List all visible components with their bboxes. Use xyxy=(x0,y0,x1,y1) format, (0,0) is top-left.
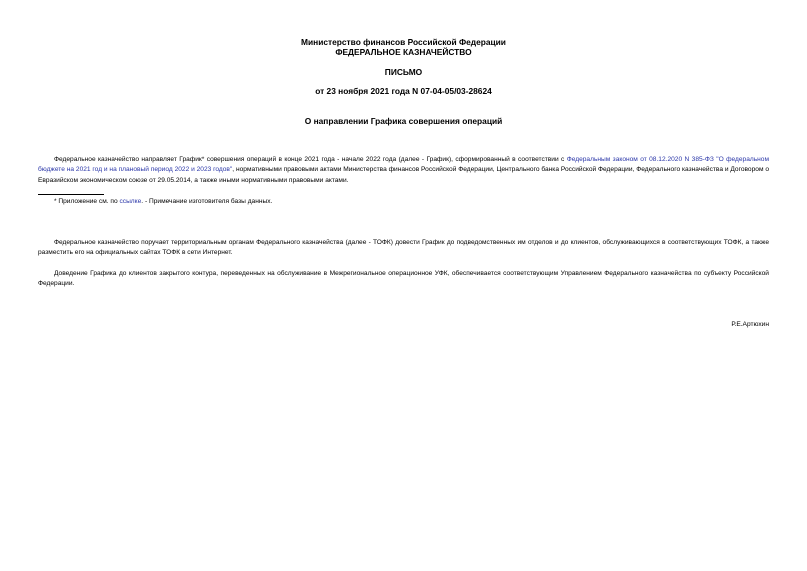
agency-heading: ФЕДЕРАЛЬНОЕ КАЗНАЧЕЙСТВО xyxy=(335,47,472,57)
document-type-heading: ПИСЬМО xyxy=(384,67,423,77)
attachment-link[interactable]: ссылке xyxy=(119,198,142,205)
paragraph-3: Доведение Графика до клиентов закрытого контура, переведенных на обслуживание в Межрегиональное операционное УФК, обеспечивается соответствующим Управлением Федерального казначейства по субъекту Российской Федерации. xyxy=(38,270,769,288)
paragraph-1-text-b: , нормативными правовыми актами Министерства финансов Российской Федерации, Центрального банка Российской Федерации, Федерального казначейства и Договором о Евразийском экономическом союзе от 29.05.2014, а также иными нормативными правовыми актами. xyxy=(38,166,769,184)
paragraph-2: Федеральное казначейство поручает территориальным органам Федерального казначейства (далее - ТОФК) довести График до подведомственных им отделов и до клиентов, обслуживающихся в соответствующих ТОФК, а также разместить его на официальных сайтах ТОФК в сети Интернет. xyxy=(38,239,769,257)
footnote xyxy=(54,197,272,207)
date-number-heading: от 23 ноября 2021 года N 07-04-05/03-28624 xyxy=(315,86,492,96)
signature: Р.Е.Артюхин xyxy=(731,321,769,328)
paragraph-1-text-a: Федеральное казначейство направляет График* совершения операций в конце 2021 года - начале 2022 года (далее - График), сформированный в соответствии с xyxy=(54,156,567,163)
ministry-heading: Министерство финансов Российской Федерации xyxy=(301,37,506,47)
footnote-text-a: * Приложение см. по xyxy=(54,198,120,205)
paragraph-1 xyxy=(38,155,769,186)
federal-law-link[interactable]: Федеральным законом от 08.12.2020 N 385-ФЗ "О федеральном бюджете на 2021 год и на плановый период 2022 и 2023 годов" xyxy=(38,156,770,174)
subject-heading: О направлении Графика совершения операций xyxy=(304,116,503,126)
footnote-divider xyxy=(38,194,104,195)
footnote-text-b: . - Примечание изготовителя базы данных. xyxy=(141,198,273,205)
